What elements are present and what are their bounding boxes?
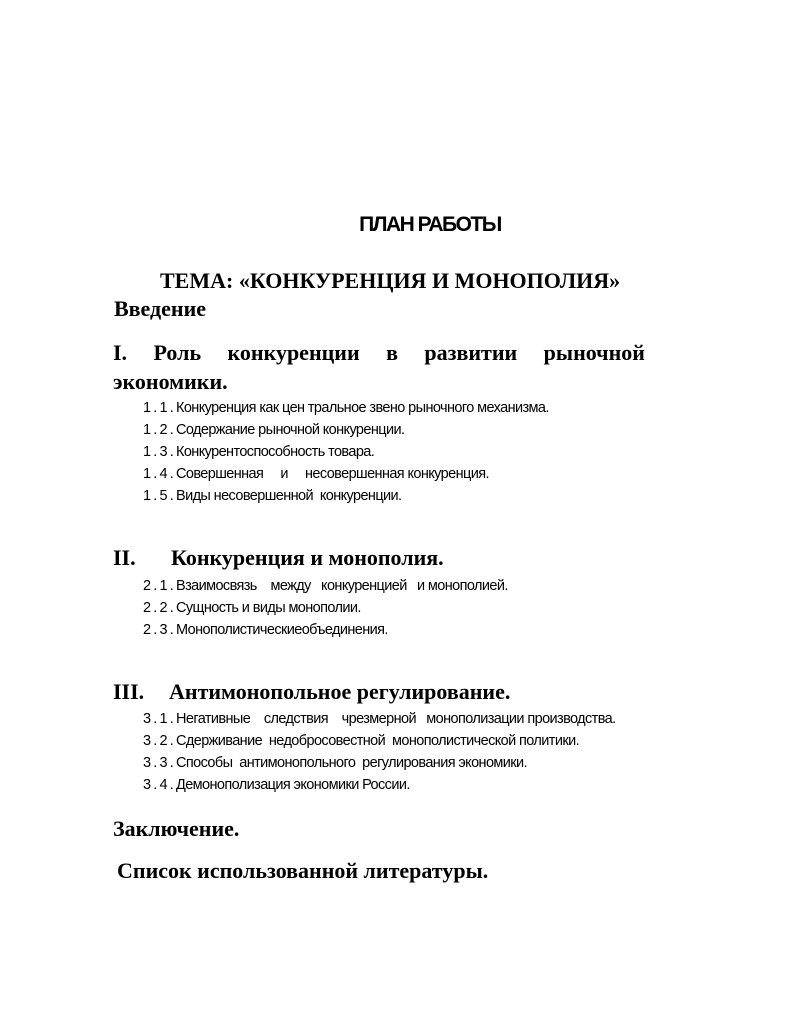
document-topic: ТЕМА: «КОНКУРЕНЦИЯ И МОНОПОЛИЯ»	[160, 268, 621, 293]
document-title: ПЛАН РАБОТЫ	[359, 213, 501, 236]
section-item	[143, 777, 410, 793]
section-2-numeral: II.	[113, 545, 136, 570]
item-text: Виды несовершенной конкуренции.	[176, 488, 402, 504]
section-2-heading-text: Конкуренция и монополия.	[171, 545, 444, 570]
section-item	[143, 578, 508, 594]
item-text: Содержание рыночной конкуренции.	[176, 422, 405, 438]
item-number: 3.1.	[143, 711, 176, 727]
item-text: Способы антимонопольного регулирования экономики.	[176, 755, 527, 771]
item-number: 2.1.	[143, 578, 176, 594]
item-number: 1.5.	[143, 488, 176, 504]
section-1-heading-word: Роль	[153, 340, 202, 365]
section-3-heading-text: Антимонопольное регулирование.	[169, 679, 511, 704]
section-1-numeral: I.	[113, 340, 128, 365]
section-item	[143, 466, 489, 482]
item-text: Сущность и виды монополии.	[176, 600, 361, 616]
section-1-heading-continuation: экономики.	[113, 369, 228, 394]
literature-heading: Список использованной литературы.	[117, 858, 489, 883]
item-number: 3.2.	[143, 733, 176, 749]
item-number: 2.3.	[143, 622, 176, 638]
section-item	[143, 444, 374, 460]
item-text: Совершенная и несовершенная конкуренция.	[176, 466, 489, 482]
section-item	[143, 400, 549, 416]
section-1-heading-word: в	[386, 340, 398, 365]
section-3-numeral: III.	[113, 679, 145, 704]
item-number: 1.2.	[143, 422, 176, 438]
section-item	[143, 600, 361, 616]
section-item	[143, 622, 388, 638]
section-item	[143, 488, 401, 504]
item-text: Сдерживание недобросовестной монополистической политики.	[176, 733, 579, 749]
item-number: 3.4.	[143, 777, 176, 793]
item-number: 1.3.	[143, 444, 176, 460]
section-item	[143, 711, 616, 727]
item-text: Демонополизация экономики России.	[176, 777, 410, 793]
section-1-heading-word: развитии	[424, 340, 518, 365]
section-item	[143, 733, 579, 749]
item-text: Конкуренция как цен тральное звено рыночного механизма.	[176, 400, 549, 416]
section-1-heading-word: рыночной	[543, 340, 645, 365]
conclusion-heading: Заключение.	[113, 816, 240, 841]
section-1-heading-word: конкуренции	[227, 340, 360, 365]
intro-heading: Введение	[114, 296, 207, 321]
item-number: 1.4.	[143, 466, 176, 482]
item-number: 3.3.	[143, 755, 176, 771]
item-text: Негативные следствия чрезмерной монополизации производства.	[176, 711, 616, 727]
section-item	[143, 755, 527, 771]
section-3-heading	[113, 679, 510, 705]
item-number: 2.2.	[143, 600, 176, 616]
section-1-heading	[113, 340, 645, 366]
item-text: Конкурентоспособность товара.	[176, 444, 375, 460]
section-2-heading	[113, 545, 444, 571]
item-text: Взаимосвязь между конкуренцией и монополией.	[176, 578, 508, 594]
item-text: Монополистическиеобъединения.	[176, 622, 388, 638]
item-number: 1.1.	[143, 400, 176, 416]
section-item	[143, 422, 404, 438]
